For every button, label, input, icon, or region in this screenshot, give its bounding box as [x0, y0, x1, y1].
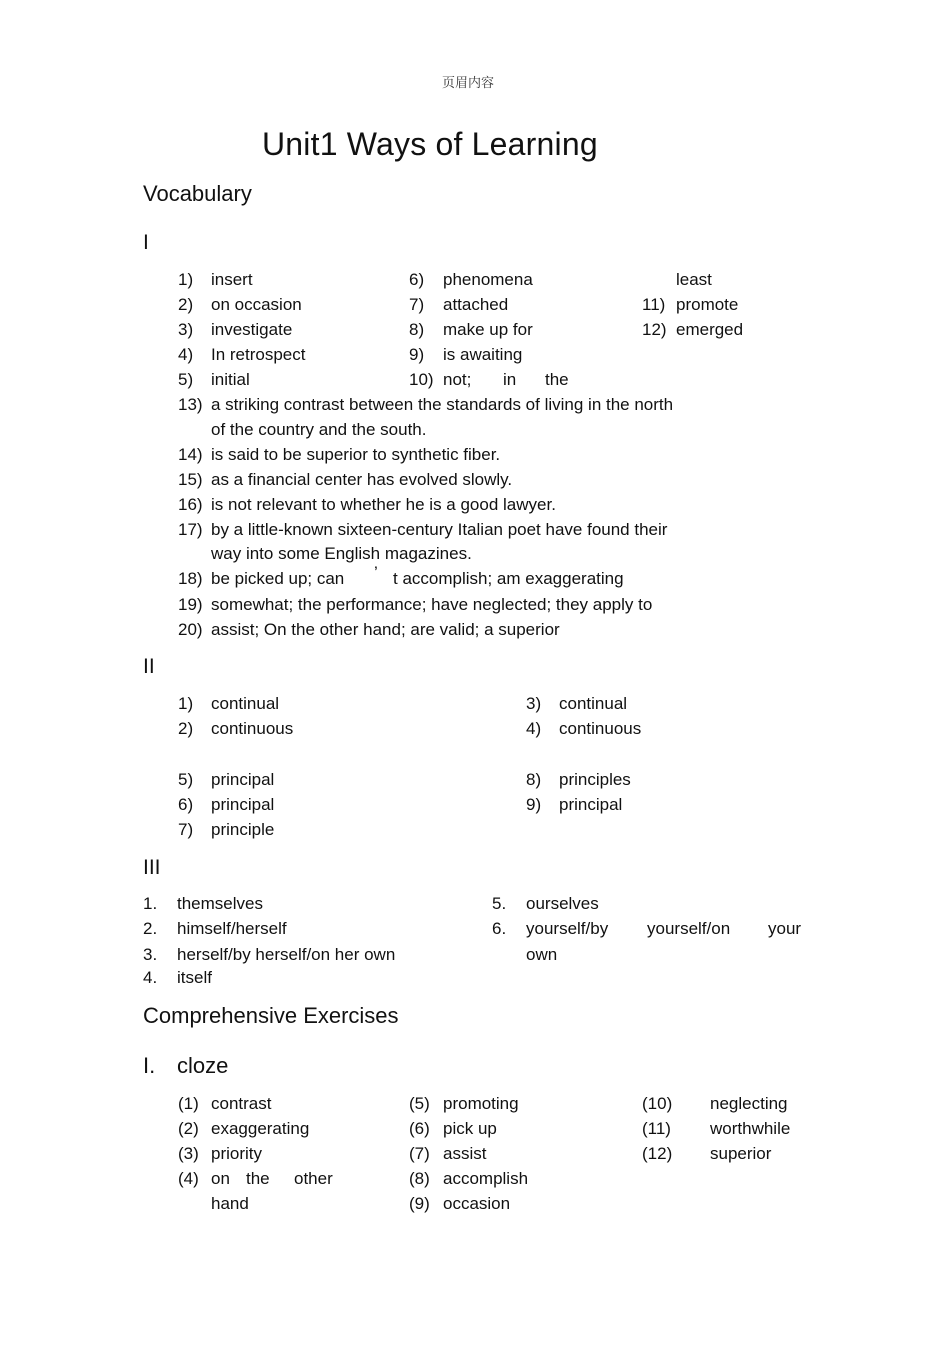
- sentence-line: is said to be superior to synthetic fiber.: [211, 445, 501, 464]
- sentence-line: assist; On the other hand; are valid; a superior: [211, 620, 560, 639]
- list-item-part: hand: [211, 1194, 249, 1213]
- section-label-III: III: [143, 856, 161, 879]
- list-item: least: [676, 270, 712, 289]
- item-number: 2): [178, 295, 194, 314]
- list-item-part: other: [294, 1169, 333, 1188]
- list-item: ourselves: [526, 894, 599, 913]
- list-item: principal: [211, 770, 275, 789]
- item-number: (3): [178, 1144, 199, 1163]
- list-item: continual: [559, 694, 628, 713]
- list-item: pick up: [443, 1119, 497, 1138]
- section-label-II: II: [143, 655, 155, 678]
- list-item: itself: [177, 968, 212, 987]
- list-item: not;: [443, 370, 472, 389]
- item-number: 11): [642, 295, 666, 314]
- list-item: themselves: [177, 894, 263, 913]
- list-item: priority: [211, 1144, 263, 1163]
- item-number: (8): [409, 1169, 430, 1188]
- comprehensive-heading: Comprehensive Exercises: [143, 1003, 399, 1028]
- item-number: 5): [178, 370, 194, 389]
- item-number: 16): [178, 495, 203, 514]
- item-number: 4): [178, 345, 194, 364]
- cloze-title: cloze: [177, 1053, 229, 1078]
- item-number: 4): [526, 719, 542, 738]
- sentence-line: of the country and the south.: [211, 420, 427, 439]
- item-number: 10): [409, 370, 434, 389]
- sentence-line: a striking contrast between the standards of living in the north: [211, 395, 674, 414]
- item-number: (4): [178, 1169, 199, 1188]
- list-item-part: the: [246, 1169, 270, 1188]
- item-number: 1.: [143, 894, 158, 913]
- item-number: 7): [178, 820, 194, 839]
- item-number: 15): [178, 470, 203, 489]
- sentence-line: t accomplish; am exaggerating: [393, 569, 624, 588]
- item-number: 20): [178, 620, 203, 639]
- list-item: principal: [559, 795, 623, 814]
- list-item: exaggerating: [211, 1119, 310, 1138]
- list-item-part: yourself/on: [647, 919, 731, 938]
- item-number: 6): [178, 795, 194, 814]
- item-number: 5.: [492, 894, 507, 913]
- list-item: continuous: [559, 719, 642, 738]
- list-item: principle: [211, 820, 275, 839]
- item-number: 8): [526, 770, 542, 789]
- item-number: 5): [178, 770, 194, 789]
- item-number: 9): [409, 345, 425, 364]
- sentence-line: as a financial center has evolved slowly.: [211, 470, 513, 489]
- list-item: In retrospect: [211, 345, 306, 364]
- list-item-part: your: [768, 919, 802, 938]
- item-number: (1): [178, 1094, 199, 1113]
- cloze-label: I.: [143, 1053, 156, 1078]
- item-number: 8): [409, 320, 425, 339]
- list-item: neglecting: [710, 1094, 788, 1113]
- item-number: 3): [178, 320, 194, 339]
- list-item-part: in: [503, 370, 517, 389]
- list-item: make up for: [443, 320, 533, 339]
- sentence-line: way into some English magazines.: [211, 544, 472, 563]
- page-header: 页眉内容: [442, 76, 495, 91]
- item-number: 1): [178, 694, 194, 713]
- item-number: (11): [642, 1119, 671, 1138]
- sentence-line: is not relevant to whether he is a good lawyer.: [211, 495, 556, 514]
- sentence-line: be picked up; can: [211, 569, 345, 588]
- list-item: emerged: [676, 320, 744, 339]
- item-number: 3.: [143, 945, 158, 964]
- list-item: initial: [211, 370, 250, 389]
- item-number: (10): [642, 1094, 673, 1113]
- item-number: 6.: [492, 919, 507, 938]
- item-number: 18): [178, 569, 203, 588]
- item-number: 14): [178, 445, 203, 464]
- section-label-I: I: [143, 231, 149, 254]
- list-item: [178, 270, 193, 290]
- item-number: (7): [409, 1144, 430, 1163]
- list-item: occasion: [443, 1194, 511, 1213]
- list-item: insert: [211, 270, 253, 289]
- list-item: continuous: [211, 719, 294, 738]
- item-number: (5): [409, 1094, 430, 1113]
- list-item: superior: [710, 1144, 772, 1163]
- list-item-part: own: [526, 945, 558, 964]
- vocabulary-heading: Vocabulary: [143, 181, 252, 206]
- list-item: attached: [443, 295, 509, 314]
- list-item-part: yourself/by: [526, 919, 609, 938]
- list-item: worthwhile: [710, 1119, 791, 1138]
- list-item: herself/by herself/on her own: [177, 945, 396, 964]
- page-title: Unit1 Ways of Learning: [262, 126, 598, 162]
- list-item: contrast: [211, 1094, 272, 1113]
- item-number: (9): [409, 1194, 430, 1213]
- list-item-part: the: [545, 370, 569, 389]
- item-number: 7): [409, 295, 425, 314]
- list-item: assist: [443, 1144, 487, 1163]
- list-item: continual: [211, 694, 280, 713]
- item-number: 4.: [143, 968, 158, 987]
- apostrophe: ’: [374, 563, 378, 582]
- item-number: (6): [409, 1119, 430, 1138]
- list-item: phenomena: [443, 270, 533, 289]
- item-number: 17): [178, 520, 203, 539]
- list-item: on occasion: [211, 295, 302, 314]
- item-number: (12): [642, 1144, 673, 1163]
- item-number: 19): [178, 595, 203, 614]
- sentence-line: somewhat; the performance; have neglected; they apply to: [211, 595, 653, 614]
- item-number: 3): [526, 694, 542, 713]
- item-number: 13): [178, 395, 203, 414]
- sentence-line: by a little-known sixteen-century Italian poet have found their: [211, 520, 668, 539]
- list-item-part: on: [211, 1169, 230, 1188]
- list-item: promote: [676, 295, 739, 314]
- list-item: accomplish: [443, 1169, 529, 1188]
- list-item: promoting: [443, 1094, 519, 1113]
- list-item: principal: [211, 795, 275, 814]
- item-number: 6): [409, 270, 425, 289]
- item-number: 12): [642, 320, 667, 339]
- list-item: is awaiting: [443, 345, 523, 364]
- list-item: investigate: [211, 320, 293, 339]
- item-number: (2): [178, 1119, 199, 1138]
- item-number: 1): [178, 270, 194, 289]
- list-item: himself/herself: [177, 919, 287, 938]
- item-number: 2): [178, 719, 194, 738]
- item-number: 2.: [143, 919, 158, 938]
- list-item: principles: [559, 770, 631, 789]
- item-number: 9): [526, 795, 542, 814]
